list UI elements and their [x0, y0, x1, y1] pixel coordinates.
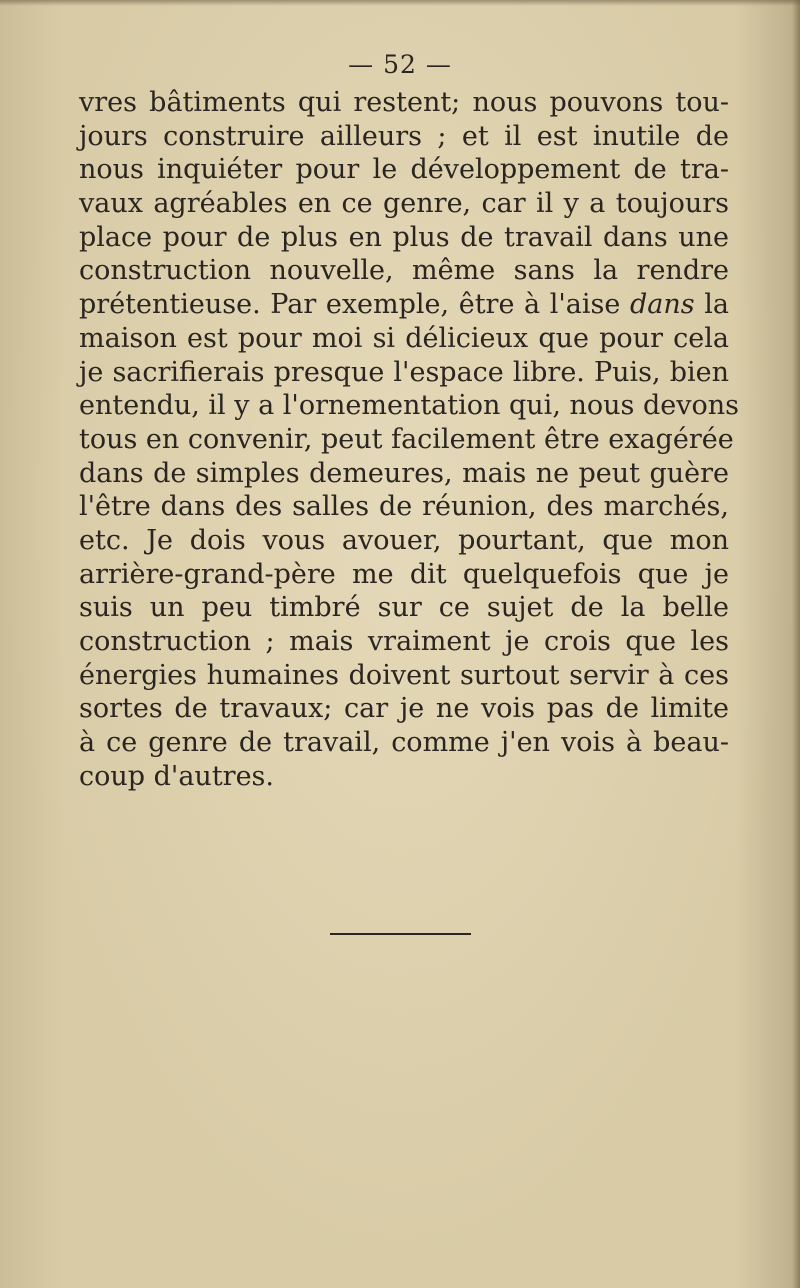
text-line-17: construction ; mais vraiment je crois que les: [79, 626, 729, 657]
text-line-7-start: prétentieuse. Par exemple, être à l'aise: [79, 289, 621, 321]
page-right-edge: [792, 0, 800, 1288]
text-line-12: dans de simples demeures, mais ne peut guère: [79, 457, 729, 489]
text-line-3: nous inquiéter pour le développement de tra-: [79, 154, 729, 186]
text-line-7-end: la: [704, 289, 729, 321]
text-line-6: construction nouvelle, même sans la rendre: [79, 255, 729, 287]
text-line-2: jours construire ailleurs ; et il est inutile de: [79, 120, 729, 152]
text-line-4: vaux agréables en ce genre, car il y a toujours: [79, 188, 729, 220]
text-line-16: suis un peu timbré sur ce sujet de la belle: [79, 592, 729, 624]
text-line-10: entendu, il y a l'ornementation qui, nous devons: [79, 390, 739, 422]
text-line-1: vres bâtiments qui restent; nous pouvons tou-: [79, 87, 729, 118]
text-line-14: etc. Je dois vous avouer, pourtant, que mon: [79, 524, 729, 556]
text-line-13: l'être dans des salles de réunion, des marchés,: [79, 491, 729, 523]
text-line-21: coup d'autres.: [79, 760, 274, 792]
italic-word: dans: [630, 289, 695, 321]
text-line-9: je sacrifierais presque l'espace libre. Puis, bien: [79, 356, 729, 388]
body-text: [79, 86, 739, 793]
text-line-5: place pour de plus en plus de travail dans une: [79, 221, 729, 253]
text-line-15: arrière-grand-père me dit quelquefois que je: [79, 558, 729, 590]
page-number: — 52 —: [348, 50, 452, 79]
section-divider-rule: [330, 933, 471, 935]
text-line-8: maison est pour moi si délicieux que pour cela: [79, 322, 729, 354]
text-line-11: tous en convenir, peut facilement être exagérée: [79, 423, 734, 455]
text-line-18: énergies humaines doivent surtout servir à ces: [79, 659, 729, 691]
text-line-19: sortes de travaux; car je ne vois pas de limite: [79, 693, 729, 725]
text-line-7: [79, 288, 729, 322]
page-top-shadow: [0, 0, 800, 6]
text-line-20: à ce genre de travail, comme j'en vois à beau-: [79, 727, 729, 759]
